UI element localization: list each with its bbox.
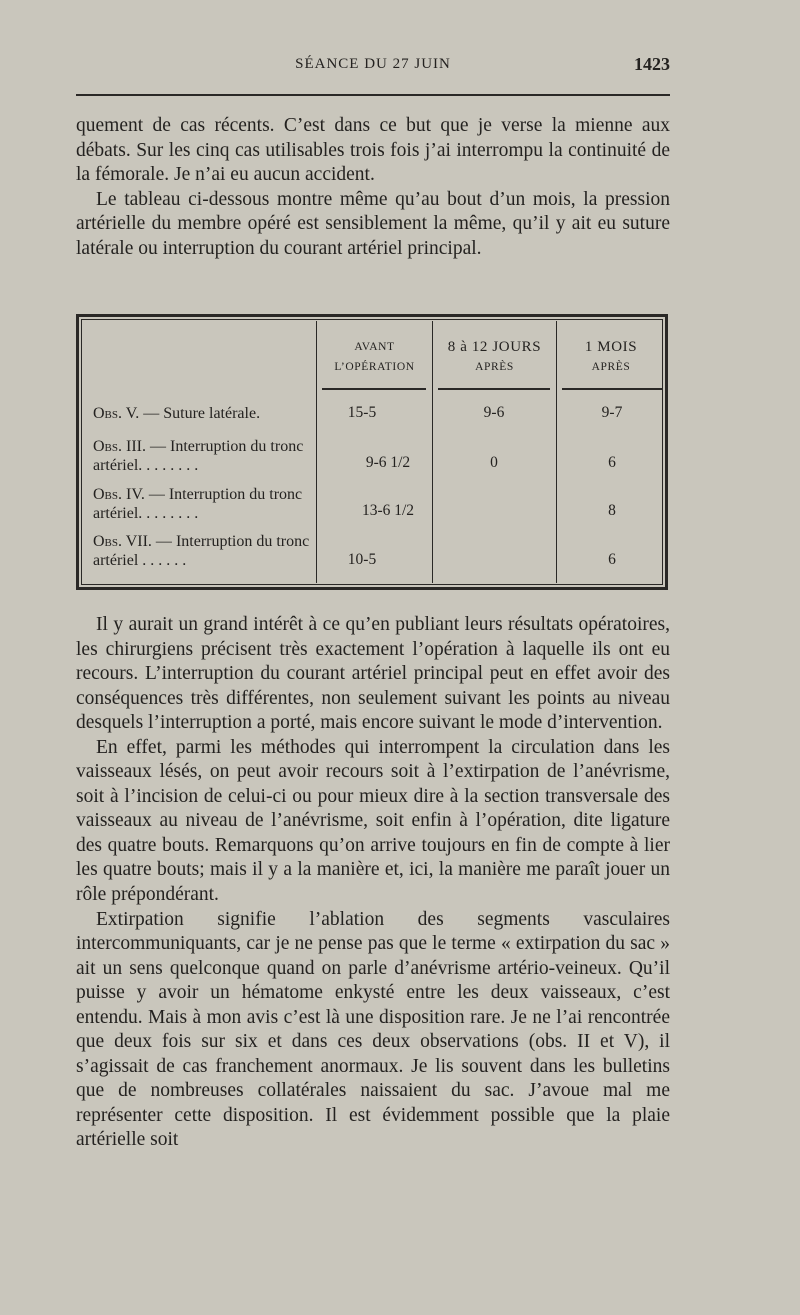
- row-label-obs-iv: Obs. IV. — Interruption du tronc artériel. . . . . . . .: [93, 486, 303, 522]
- running-head: [76, 52, 670, 82]
- column-divider: [316, 321, 317, 583]
- table-cell: 9-7: [601, 404, 623, 421]
- header-rule: [76, 94, 670, 96]
- paragraph: Il y aurait un grand intérêt à ce qu’en publiant leurs résultats opératoires, les chirurgiens précisent très exactement l’opération à laquelle ils ont eu recours. L’interruption du courant artériel principal peut en effet avoir des conséquences très différentes, non seulement suivant les points au niveau desquels l’interruption a porté, mais encore suivant le mode d’intervention.: [76, 614, 670, 734]
- paragraph: En effet, parmi les méthodes qui interrompent la circulation dans les vaisseaux lésés, on peut avoir recours soit à l’extirpation de l’anévrisme, soit à l’incision de celui-ci ou pour mieux dire à la section transversale des vaisseaux au niveau de l’anévrisme, soit enfin à l’opération, dite ligature des quatre bouts. Remarquons qu’on arrive toujours en fin de compte à lier les quatre bouts; mais il y a la manière et, ici, la manière me paraît jouer un rôle prépondérant.: [76, 736, 670, 906]
- body-text-bottom: [76, 613, 670, 1153]
- table-cell: 10-5: [347, 551, 377, 568]
- table-cell: 6: [608, 551, 616, 568]
- column-header-jours: 8 à 12 JOURS APRÈS: [447, 339, 542, 373]
- pressure-table: [76, 314, 668, 590]
- running-title: SÉANCE DU 27 JUIN: [295, 56, 451, 72]
- table-cell: 15-5: [347, 404, 377, 421]
- table-cell: 13-6 1/2: [361, 502, 415, 519]
- paragraph: quement de cas récents. C’est dans ce but que je verse la mienne aux débats. Sur les cinq cas utilisables trois fois j’ai interrompu la continuité de la fémorale. Je n’ai eu aucun accident.: [76, 115, 670, 186]
- column-header-mois: 1 MOIS APRÈS: [584, 339, 638, 373]
- table-cell: 0: [490, 454, 498, 471]
- body-text-top: [76, 114, 670, 262]
- paragraph: Le tableau ci-dessous montre même qu’au bout d’un mois, la pression artérielle du membre opéré est sensiblement la même, qu’il y ait eu suture latérale ou interruption du courant artériel principal.: [76, 188, 670, 259]
- page-number: 1423: [634, 54, 670, 74]
- header-underline: [562, 388, 662, 390]
- row-label-obs-v: Obs. V. — Suture latérale.: [93, 405, 261, 422]
- table-cell: 9-6: [483, 404, 505, 421]
- row-label-obs-vii: Obs. VII. — Interruption du tronc artériel . . . . . .: [93, 533, 310, 569]
- table-cell: 9-6 1/2: [365, 454, 411, 471]
- table-cell: 6: [608, 454, 616, 471]
- column-divider: [432, 321, 433, 583]
- paragraph: Extirpation signifie l’ablation des segments vasculaires intercommuniquants, car je ne pense pas que le terme « extirpation du sac » ait un sens quelconque quand on parle d’anévrisme artério-veineux. Qu’il puisse y avoir un hématome enkysté entre les deux vaisseaux, c’est entendu. Mais à mon avis c’est là une disposition rare. Je ne l’ai rencontrée que deux fois sur six et dans ces deux observations (obs. II et V), il s’agissait de cas franchement anormaux. Je lis souvent dans les bulletins que de nombreuses collatérales naissaient du sac. J’avoue mal me représenter cette disposition. Il est évidemment possible que la plaie artérielle soit: [76, 908, 670, 1151]
- column-header-avant: AVANT L’OPÉRATION: [334, 341, 415, 373]
- column-divider: [556, 321, 557, 583]
- table-cell: 8: [608, 502, 616, 519]
- header-underline: [438, 388, 550, 390]
- header-underline: [322, 388, 426, 390]
- row-label-obs-iii: Obs. III. — Interruption du tronc artériel. . . . . . . .: [93, 438, 304, 474]
